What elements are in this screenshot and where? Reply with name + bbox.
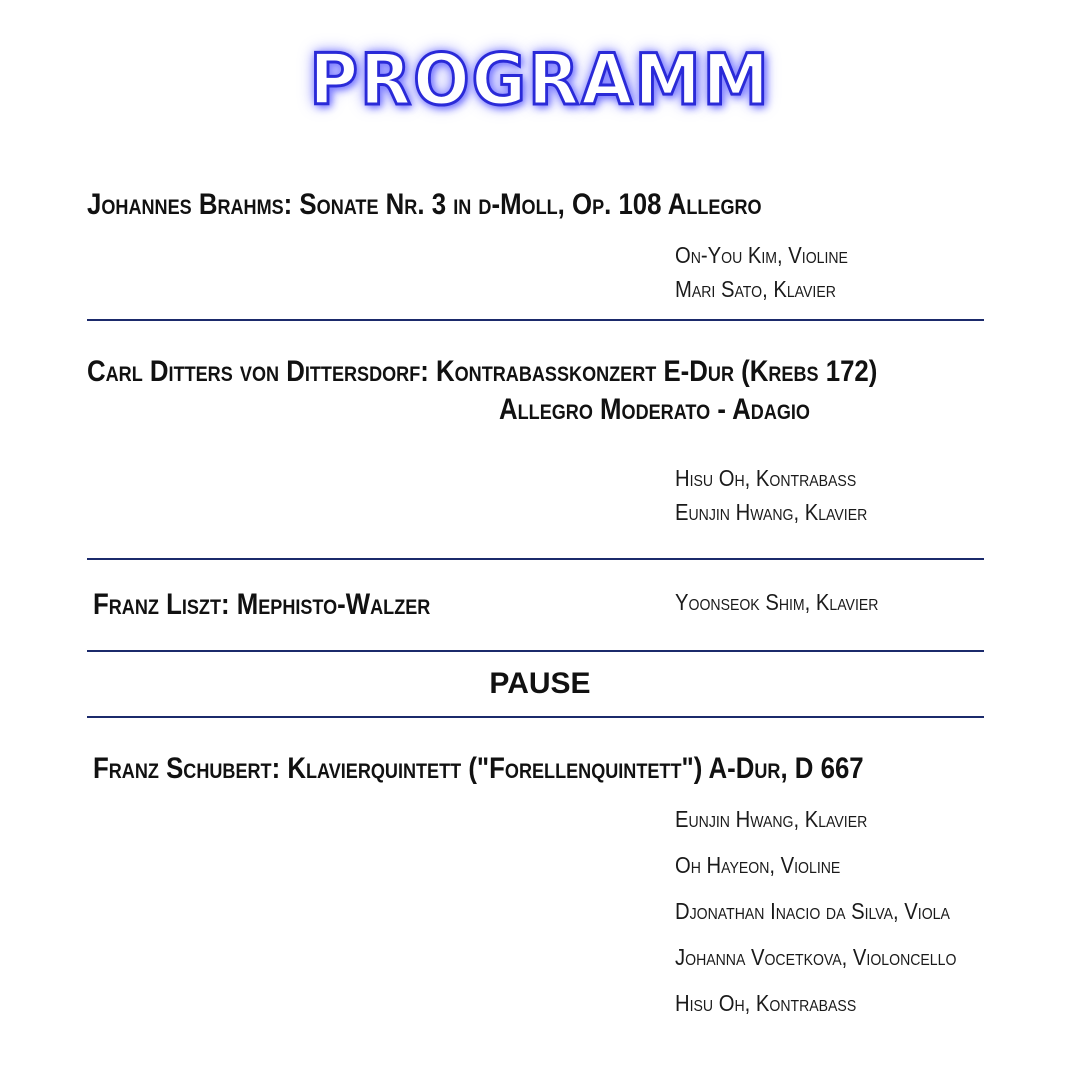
section-divider [87,319,984,321]
performer-item: Oh Hayeon, Violine [675,852,841,878]
piece-subheading-dittersdorf: Allegro Moderato - Adagio [499,393,810,426]
piece-heading-brahms: Johannes Brahms: Sonate Nr. 3 in d-Moll, Op. 108 Allegro [87,188,762,221]
page-title: PROGRAMM [309,39,771,121]
performer-item: Djonathan Inacio da Silva, Viola [675,898,950,924]
piece-heading-schubert: Franz Schubert: Klavierquintett ("Forellenquintett") A-Dur, D 667 [93,752,864,785]
performer-item: Hisu Oh, Kontrabass [675,990,857,1016]
performer-item: Yoonseok Shim, Klavier [675,589,879,615]
performer-item: On-You Kim, Violine [675,242,848,268]
piece-heading-liszt: Franz Liszt: Mephisto-Walzer [93,588,431,621]
performer-item: Mari Sato, Klavier [675,276,836,302]
section-divider [87,650,984,652]
pause-label: PAUSE [489,667,591,700]
section-divider [87,716,984,718]
performer-item: Eunjin Hwang, Klavier [675,499,868,525]
performer-item: Eunjin Hwang, Klavier [675,806,868,832]
performer-item: Hisu Oh, Kontrabass [675,465,857,491]
performer-item: Johanna Vocetkova, Violoncello [675,944,957,970]
section-divider [87,558,984,560]
piece-heading-dittersdorf: Carl Ditters von Dittersdorf: Kontrabasskonzert E-Dur (Krebs 172) [87,355,878,388]
